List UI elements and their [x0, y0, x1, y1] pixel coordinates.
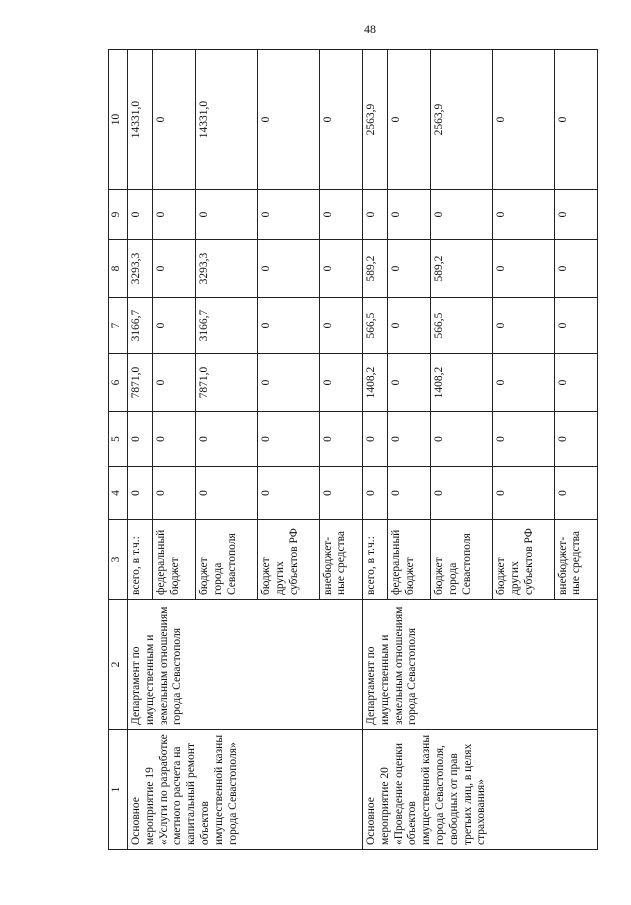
value-cell-col-5: 0 — [196, 412, 258, 467]
value-cell-col-4: 0 — [319, 467, 362, 520]
value-cell-col-9: 0 — [319, 190, 362, 240]
value-cell-col-9: 0 — [362, 190, 387, 240]
value-cell-col-10: 2563,9 — [431, 50, 493, 190]
funding-source-cell: всего, в т.ч.: — [128, 520, 153, 600]
value-cell-col-6: 1408,2 — [431, 354, 493, 412]
value-cell-col-6: 0 — [492, 354, 554, 412]
value-cell-col-4: 0 — [128, 467, 153, 520]
value-cell-col-4: 0 — [387, 467, 430, 520]
table-body — [128, 50, 598, 850]
value-cell-col-7: 0 — [387, 298, 430, 354]
value-cell-col-10: 2563,9 — [362, 50, 387, 190]
value-cell-col-10: 14331,0 — [196, 50, 258, 190]
column-header-7: 7 — [109, 298, 128, 354]
funding-source-cell: бюджет города Севастополя — [431, 520, 493, 600]
value-cell-col-6: 7871,0 — [128, 354, 153, 412]
value-cell-col-5: 0 — [362, 412, 387, 467]
funding-source-cell: бюджет других субъектов РФ — [257, 520, 319, 600]
value-cell-col-5: 0 — [128, 412, 153, 467]
value-cell-col-5: 0 — [431, 412, 493, 467]
value-cell-col-10: 0 — [152, 50, 195, 190]
value-cell-col-5: 0 — [492, 412, 554, 467]
value-cell-col-9: 0 — [554, 190, 597, 240]
value-cell-col-4: 0 — [257, 467, 319, 520]
column-header-10: 10 — [109, 50, 128, 190]
value-cell-col-8: 589,2 — [431, 240, 493, 298]
value-cell-col-8: 0 — [492, 240, 554, 298]
value-cell-col-9: 0 — [387, 190, 430, 240]
value-cell-col-6: 1408,2 — [362, 354, 387, 412]
value-cell-col-5: 0 — [257, 412, 319, 467]
column-header-5: 5 — [109, 412, 128, 467]
value-cell-col-4: 0 — [362, 467, 387, 520]
value-cell-col-7: 566,5 — [362, 298, 387, 354]
value-cell-col-8: 0 — [257, 240, 319, 298]
column-header-3: 3 — [109, 520, 128, 600]
value-cell-col-10: 0 — [319, 50, 362, 190]
value-cell-col-6: 0 — [554, 354, 597, 412]
rotated-table-container — [108, 50, 598, 850]
value-cell-col-7: 0 — [152, 298, 195, 354]
table-row — [128, 50, 153, 850]
value-cell-col-8: 0 — [152, 240, 195, 298]
value-cell-col-7: 0 — [554, 298, 597, 354]
measure-name-cell: Основное мероприятие 20 «Проведение оценки объектов имущественной казны города Севастополя, свободных от прав третьих лиц, в целях страхования» — [362, 730, 597, 850]
value-cell-col-6: 7871,0 — [196, 354, 258, 412]
table-row — [362, 50, 387, 850]
value-cell-col-5: 0 — [554, 412, 597, 467]
budget-table — [108, 49, 598, 850]
measure-name-cell: Основное мероприятие 19 «Услуги по разработке сметного расчета на капитальный ремонт объектов имущественной казны города Севастополя» — [128, 730, 363, 850]
value-cell-col-6: 0 — [387, 354, 430, 412]
funding-source-cell: внебюджет-ные средства — [554, 520, 597, 600]
value-cell-col-9: 0 — [257, 190, 319, 240]
value-cell-col-10: 14331,0 — [128, 50, 153, 190]
value-cell-col-9: 0 — [196, 190, 258, 240]
value-cell-col-6: 0 — [257, 354, 319, 412]
value-cell-col-7: 0 — [257, 298, 319, 354]
value-cell-col-9: 0 — [431, 190, 493, 240]
column-header-2: 2 — [109, 600, 128, 730]
value-cell-col-9: 0 — [492, 190, 554, 240]
value-cell-col-7: 0 — [492, 298, 554, 354]
value-cell-col-4: 0 — [554, 467, 597, 520]
value-cell-col-7: 3166,7 — [128, 298, 153, 354]
header-row — [109, 50, 128, 850]
funding-source-cell: бюджет других субъектов РФ — [492, 520, 554, 600]
value-cell-col-7: 3166,7 — [196, 298, 258, 354]
value-cell-col-5: 0 — [387, 412, 430, 467]
value-cell-col-8: 0 — [319, 240, 362, 298]
value-cell-col-5: 0 — [152, 412, 195, 467]
value-cell-col-4: 0 — [196, 467, 258, 520]
value-cell-col-7: 566,5 — [431, 298, 493, 354]
value-cell-col-4: 0 — [431, 467, 493, 520]
value-cell-col-9: 0 — [152, 190, 195, 240]
value-cell-col-10: 0 — [492, 50, 554, 190]
department-cell: Департамент по имущественным и земельным отношениям города Севастополя — [362, 600, 597, 730]
value-cell-col-8: 589,2 — [362, 240, 387, 298]
department-cell: Департамент по имущественным и земельным отношениям города Севастополя — [128, 600, 363, 730]
funding-source-cell: бюджет города Севастополя — [196, 520, 258, 600]
value-cell-col-6: 0 — [152, 354, 195, 412]
value-cell-col-4: 0 — [492, 467, 554, 520]
value-cell-col-10: 0 — [554, 50, 597, 190]
value-cell-col-8: 3293,3 — [128, 240, 153, 298]
value-cell-col-8: 3293,3 — [196, 240, 258, 298]
funding-source-cell: внебюджет-ные средства — [319, 520, 362, 600]
funding-source-cell: всего, в т.ч.: — [362, 520, 387, 600]
value-cell-col-10: 0 — [387, 50, 430, 190]
value-cell-col-9: 0 — [128, 190, 153, 240]
value-cell-col-4: 0 — [152, 467, 195, 520]
value-cell-col-6: 0 — [319, 354, 362, 412]
column-header-6: 6 — [109, 354, 128, 412]
value-cell-col-5: 0 — [319, 412, 362, 467]
funding-source-cell: федеральный бюджет — [387, 520, 430, 600]
column-header-4: 4 — [109, 467, 128, 520]
value-cell-col-7: 0 — [319, 298, 362, 354]
value-cell-col-8: 0 — [554, 240, 597, 298]
funding-source-cell: федеральный бюджет — [152, 520, 195, 600]
value-cell-col-8: 0 — [387, 240, 430, 298]
page-number: 48 — [364, 22, 376, 36]
value-cell-col-10: 0 — [257, 50, 319, 190]
column-header-8: 8 — [109, 240, 128, 298]
column-header-1: 1 — [109, 730, 128, 850]
column-header-9: 9 — [109, 190, 128, 240]
